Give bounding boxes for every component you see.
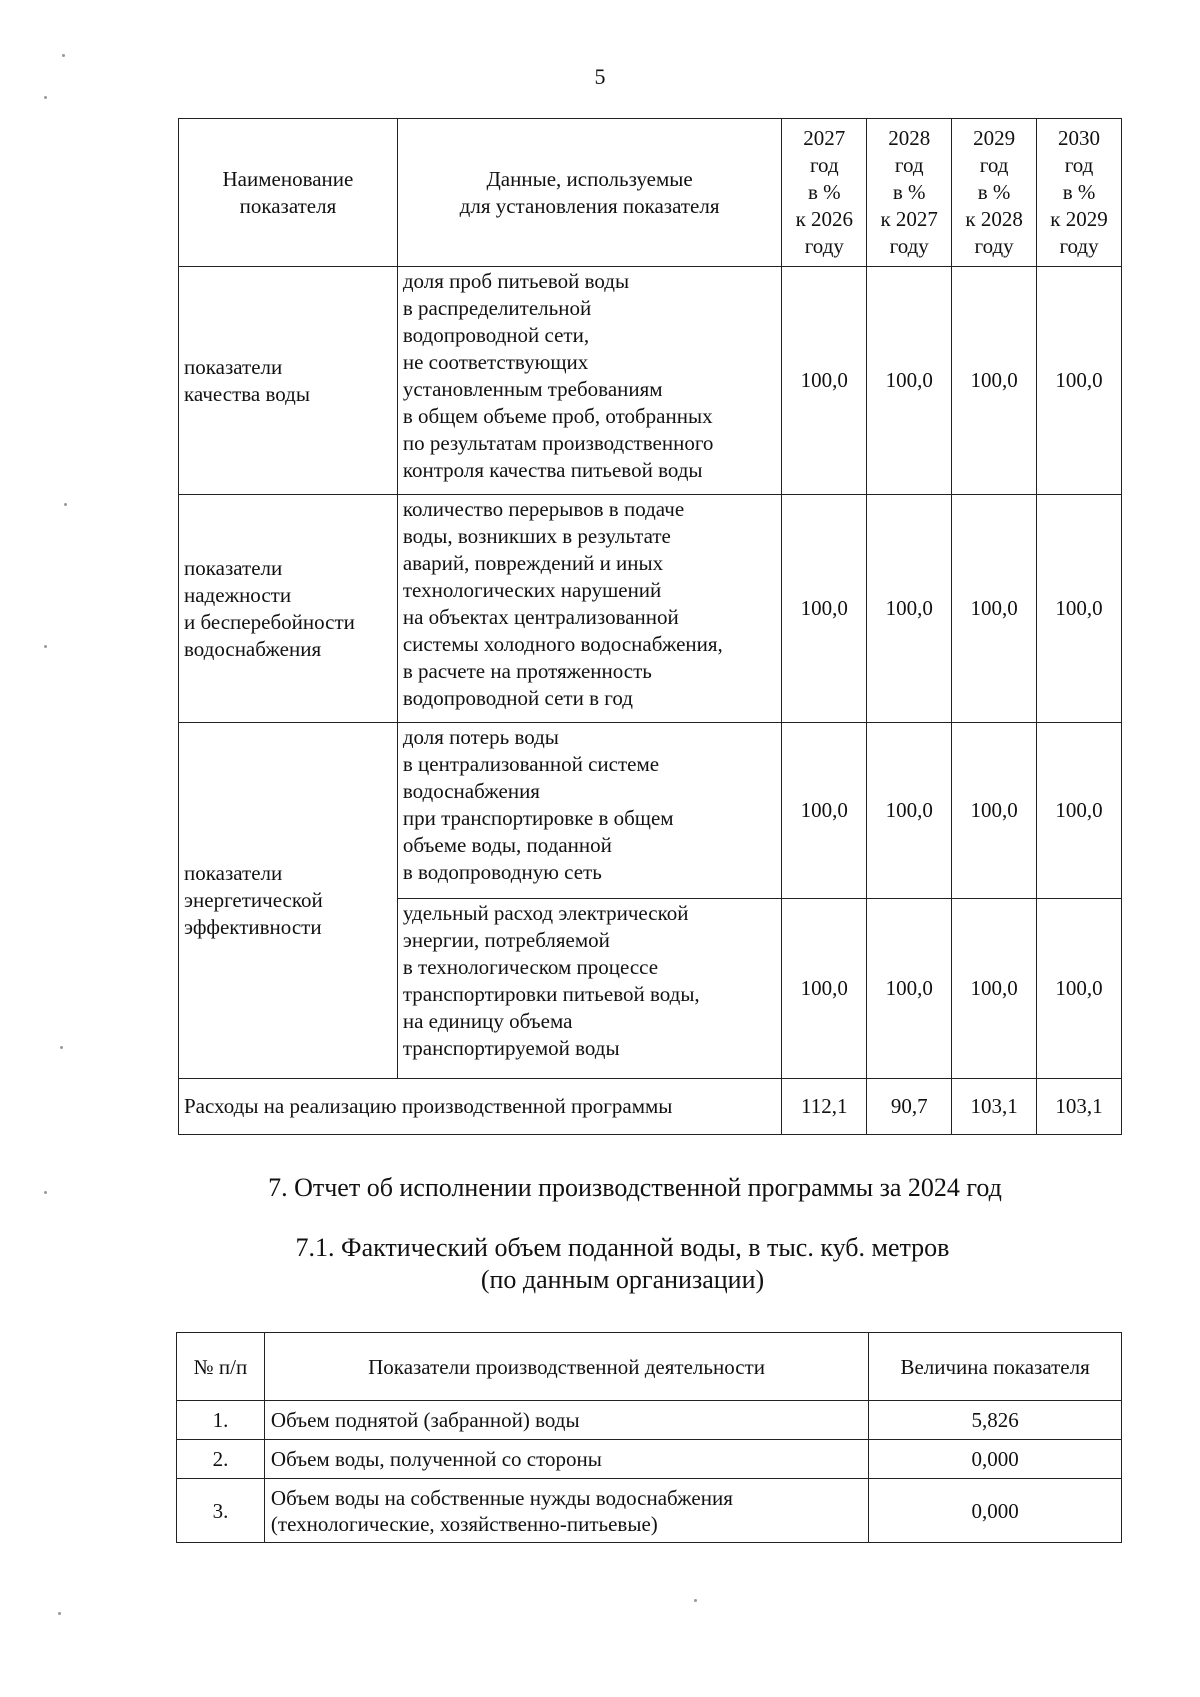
value-cell: 100,0 (782, 495, 867, 723)
header-year-2027: 2027 год в % к 2026 году (782, 119, 867, 267)
indicator-water-quality: показатели качества воды (179, 267, 398, 495)
scan-speck (44, 645, 47, 648)
table-header-row (179, 119, 1122, 267)
data-description: доля потерь воды в централизованной системе водоснабжения при транспортировке в общем объеме воды, поданной в водопроводную сеть (397, 723, 781, 899)
value-cell: 100,0 (952, 899, 1037, 1079)
header-indicator-name: Наименование показателя (179, 119, 398, 267)
total-value: 90,7 (867, 1079, 952, 1135)
value-cell: 100,0 (952, 495, 1037, 723)
value-cell: 100,0 (1037, 495, 1122, 723)
scan-speck (694, 1599, 697, 1602)
total-value: 112,1 (782, 1079, 867, 1135)
value-cell: 100,0 (1037, 899, 1122, 1079)
data-description: доля проб питьевой воды в распределительной водопроводной сети, не соответствующих установленным требованиям в общем объеме проб, отобранных по результатам производственного контроля качества питьевой воды (397, 267, 781, 495)
row-value: 5,826 (869, 1401, 1122, 1440)
value-cell: 100,0 (867, 899, 952, 1079)
total-value: 103,1 (952, 1079, 1037, 1135)
header-year-2030: 2030 год в % к 2029 году (1037, 119, 1122, 267)
row-indicator: Объем поднятой (забранной) воды (264, 1401, 868, 1440)
value-cell: 100,0 (782, 723, 867, 899)
scan-speck (64, 503, 67, 506)
indicators-table (178, 118, 1122, 1135)
table-row (177, 1440, 1122, 1479)
row-indicator: Объем воды на собственные нужды водоснабжения (технологические, хозяйственно-питьевые) (264, 1479, 868, 1543)
water-volume-table (176, 1332, 1122, 1543)
scan-speck (62, 54, 65, 57)
table-row (179, 723, 1122, 899)
table-header-row (177, 1333, 1122, 1401)
value-cell: 100,0 (867, 267, 952, 495)
header-number: № п/п (177, 1333, 265, 1401)
row-value: 0,000 (869, 1479, 1122, 1543)
row-number: 2. (177, 1440, 265, 1479)
header-data-used: Данные, используемые для установления показателя (397, 119, 781, 267)
indicator-reliability: показатели надежности и бесперебойности водоснабжения (179, 495, 398, 723)
value-cell: 100,0 (952, 723, 1037, 899)
row-indicator: Объем воды, полученной со стороны (264, 1440, 868, 1479)
scan-speck (60, 1046, 63, 1049)
scan-speck (44, 1191, 47, 1194)
value-cell: 100,0 (952, 267, 1037, 495)
table-row (177, 1479, 1122, 1543)
scan-speck (58, 1612, 61, 1615)
table-row (177, 1401, 1122, 1440)
value-cell: 100,0 (867, 495, 952, 723)
section-7-1-title: 7.1. Фактический объем поданной воды, в тыс. куб. метров (по данным организации) (295, 1233, 950, 1294)
table-row (179, 267, 1122, 495)
header-year-2028: 2028 год в % к 2027 году (867, 119, 952, 267)
table-row (179, 495, 1122, 723)
total-row (179, 1079, 1122, 1135)
data-description: количество перерывов в подаче воды, возникших в результате аварий, повреждений и иных технологических нарушений на объектах централизованной системы холодного водоснабжения, в расчете на протяженность водопроводной сети в год (397, 495, 781, 723)
row-value: 0,000 (869, 1440, 1122, 1479)
header-year-2029: 2029 год в % к 2028 году (952, 119, 1037, 267)
row-number: 3. (177, 1479, 265, 1543)
page-number: 5 (594, 64, 606, 89)
data-description: удельный расход электрической энергии, потребляемой в технологическом процессе транспортировки питьевой воды, на единицу объема транспортируемой воды (397, 899, 781, 1079)
total-value: 103,1 (1037, 1079, 1122, 1135)
scan-speck (44, 96, 47, 99)
value-cell: 100,0 (1037, 723, 1122, 899)
total-label: Расходы на реализацию производственной программы (179, 1079, 782, 1135)
row-number: 1. (177, 1401, 265, 1440)
value-cell: 100,0 (782, 267, 867, 495)
value-cell: 100,0 (782, 899, 867, 1079)
indicator-energy-efficiency: показатели энергетической эффективности (179, 723, 398, 1079)
section-7-title: 7. Отчет об исполнении производственной программы за 2024 год (268, 1173, 1002, 1202)
value-cell: 100,0 (867, 723, 952, 899)
value-cell: 100,0 (1037, 267, 1122, 495)
header-indicator: Показатели производственной деятельности (264, 1333, 868, 1401)
header-value: Величина показателя (869, 1333, 1122, 1401)
